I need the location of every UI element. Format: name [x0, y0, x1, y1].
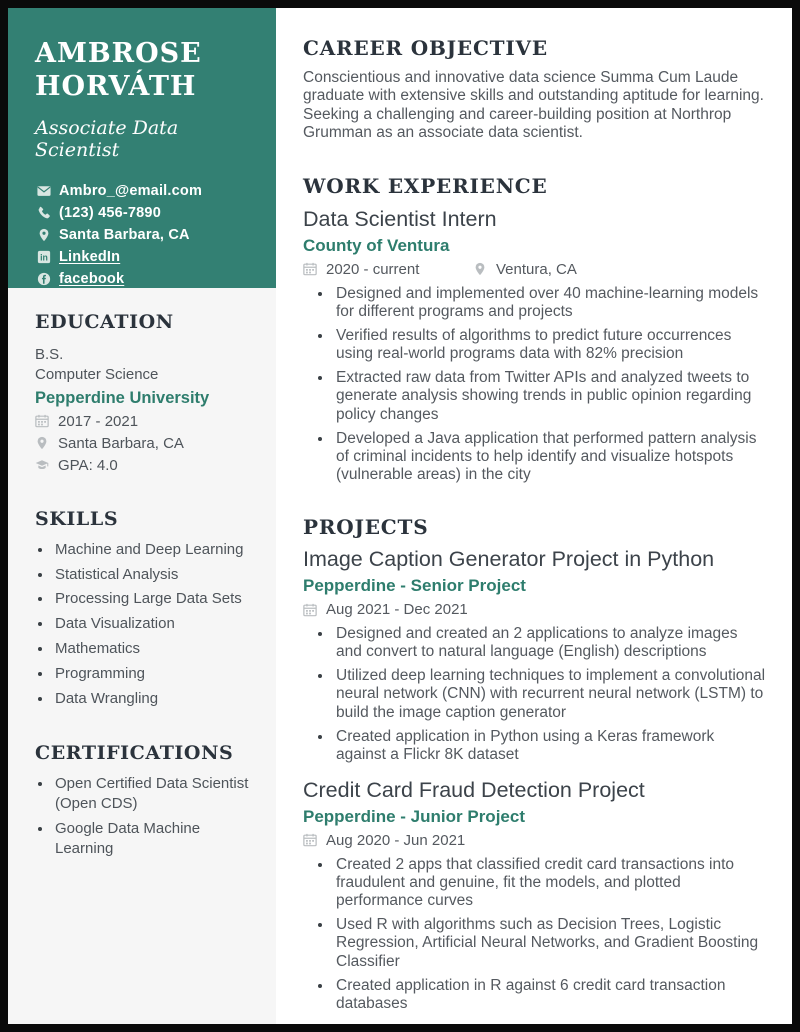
- contact-item-email: [35, 183, 256, 199]
- project-bullet-list: [333, 856, 766, 1013]
- calendar-icon: [303, 833, 320, 847]
- project-bullet: • Created application in Python using a Keras framework against a Flickr 8K dataset: [333, 728, 766, 764]
- certification-item: • Open Certified Data Scientist (Open CDS): [53, 774, 260, 814]
- education-section: [35, 311, 260, 474]
- skill-item: • Programming: [53, 664, 260, 684]
- project-subtitle: Pepperdine - Senior Project: [303, 576, 526, 595]
- project-bullet: • Created 2 apps that classified credit card transactions into fraudulent and genuine, fit the models, and plotted performance curves: [333, 856, 766, 910]
- project-dates-item: [303, 832, 473, 849]
- project-meta-row: [303, 601, 766, 618]
- project-dates-item: [303, 601, 473, 618]
- job-company: County of Ventura: [303, 235, 450, 255]
- job-entry: [303, 207, 766, 484]
- location-pin-icon: [35, 436, 52, 450]
- career-objective-text: Conscientious and innovative data science Summa Cum Laude graduate with extensive skills and outstanding aptitude for learning. Seeking a challenging and career-building position at Northrop Grumman as an associate data scientist.: [303, 69, 764, 142]
- email-icon: [35, 183, 52, 198]
- education-school: Pepperdine University: [35, 388, 210, 407]
- person-title: Associate Data Scientist: [35, 116, 179, 161]
- job-bullet: • Extracted raw data from Twitter APIs and analyzed tweets to generate analysis showing trends in public opinion regarding policy changes: [333, 369, 766, 423]
- education-gpa-row: [35, 457, 260, 474]
- job-meta-row: [303, 261, 766, 278]
- job-bullet: • Developed a Java application that performed pattern analysis of criminal incidents to help identify and visualize hotspots (vulnerable areas) in the city: [333, 430, 766, 484]
- skills-list: [53, 540, 260, 709]
- main-content: [276, 8, 792, 1024]
- graduation-cap-icon: [35, 458, 52, 472]
- project-title: Image Caption Generator Project in Python: [303, 547, 715, 571]
- location-pin-icon: [473, 262, 490, 276]
- job-title: Data Scientist Intern: [303, 206, 497, 231]
- education-heading: EDUCATION: [35, 311, 174, 333]
- linkedin-icon: [35, 249, 52, 264]
- education-gpa: GPA: 4.0: [58, 456, 118, 474]
- skills-section: [35, 508, 260, 709]
- skill-item: • Machine and Deep Learning: [53, 540, 260, 560]
- work-experience-section: [303, 174, 766, 484]
- sidebar: [8, 8, 276, 1024]
- contact-email: Ambro_@email.com: [59, 182, 203, 199]
- person-name-line1: AMBROSE: [35, 38, 202, 69]
- job-bullet-list: [333, 285, 766, 484]
- job-location: Ventura, CA: [496, 260, 577, 278]
- sidebar-header: [8, 8, 276, 288]
- linkedin-link[interactable]: LinkedIn: [59, 248, 121, 265]
- facebook-icon: [35, 271, 52, 286]
- education-dates-row: [35, 413, 260, 430]
- project-entry: [303, 547, 766, 764]
- project-bullet: • Created application in R against 6 credit card transaction databases: [333, 977, 766, 1013]
- project-bullet: • Used R with algorithms such as Decision Trees, Logistic Regression, Artificial Neural Networks, and Gradient Boosting Classifier: [333, 916, 766, 970]
- job-location-item: [473, 261, 577, 278]
- project-entry: [303, 778, 766, 1013]
- education-location: Santa Barbara, CA: [58, 434, 184, 452]
- education-dates: 2017 - 2021: [58, 412, 139, 430]
- phone-icon: [35, 205, 52, 220]
- project-dates: Aug 2020 - Jun 2021: [326, 831, 466, 849]
- skill-item: • Data Visualization: [53, 614, 260, 634]
- skill-item: • Mathematics: [53, 639, 260, 659]
- project-bullet: • Utilized deep learning techniques to implement a convolutional neural network (CNN) with recurrent neural network (LSTM) to build the image caption generator: [333, 667, 766, 721]
- project-dates: Aug 2021 - Dec 2021: [326, 601, 468, 618]
- work-experience-heading: WORK EXPERIENCE: [303, 173, 548, 198]
- job-dates: 2020 - current: [326, 260, 420, 278]
- job-bullet: • Designed and implemented over 40 machine-learning models for different programs and projects: [333, 285, 766, 321]
- person-name: [35, 38, 256, 104]
- career-objective-section: [303, 36, 766, 143]
- projects-section: [303, 515, 766, 1013]
- projects-heading: PROJECTS: [303, 515, 429, 539]
- contact-item-facebook: [35, 271, 256, 287]
- project-subtitle: Pepperdine - Junior Project: [303, 806, 525, 826]
- skill-item: • Processing Large Data Sets: [53, 589, 260, 609]
- certifications-list: [53, 774, 260, 858]
- calendar-icon: [303, 262, 320, 276]
- contact-location: Santa Barbara, CA: [59, 226, 190, 243]
- project-bullet-list: [333, 625, 766, 764]
- certifications-section: [35, 742, 260, 858]
- contact-item-phone: [35, 205, 256, 221]
- location-icon: [35, 227, 52, 242]
- skills-heading: SKILLS: [35, 507, 119, 530]
- svg-text:in: in: [39, 252, 48, 263]
- calendar-icon: [35, 414, 52, 428]
- job-dates-item: [303, 261, 473, 278]
- skill-item: • Data Wrangling: [53, 689, 260, 709]
- contact-item-linkedin: [35, 249, 256, 265]
- contact-phone: (123) 456-7890: [59, 204, 161, 221]
- facebook-link[interactable]: facebook: [59, 270, 125, 287]
- education-field: Computer Science: [35, 365, 159, 383]
- career-objective-heading: CAREER OBJECTIVE: [303, 36, 548, 60]
- skill-item: • Statistical Analysis: [53, 565, 260, 585]
- calendar-icon: [303, 603, 320, 617]
- education-degree: B.S.: [35, 346, 64, 363]
- education-location-row: [35, 435, 260, 452]
- project-meta-row: [303, 832, 766, 849]
- sidebar-body: [8, 288, 276, 1024]
- certification-item: • Google Data Machine Learning: [53, 819, 260, 859]
- contact-item-location: [35, 227, 256, 243]
- project-title: Credit Card Fraud Detection Project: [303, 777, 645, 802]
- certifications-heading: CERTIFICATIONS: [35, 742, 234, 765]
- person-name-line2: HORVÁTH: [35, 70, 197, 102]
- resume-page: [8, 8, 792, 1024]
- job-bullet: • Verified results of algorithms to predict future occurrences using real-world programs data with 82% precision: [333, 327, 766, 363]
- project-bullet: • Designed and created an 2 applications to analyze images and convert to natural language (English) descriptions: [333, 625, 766, 661]
